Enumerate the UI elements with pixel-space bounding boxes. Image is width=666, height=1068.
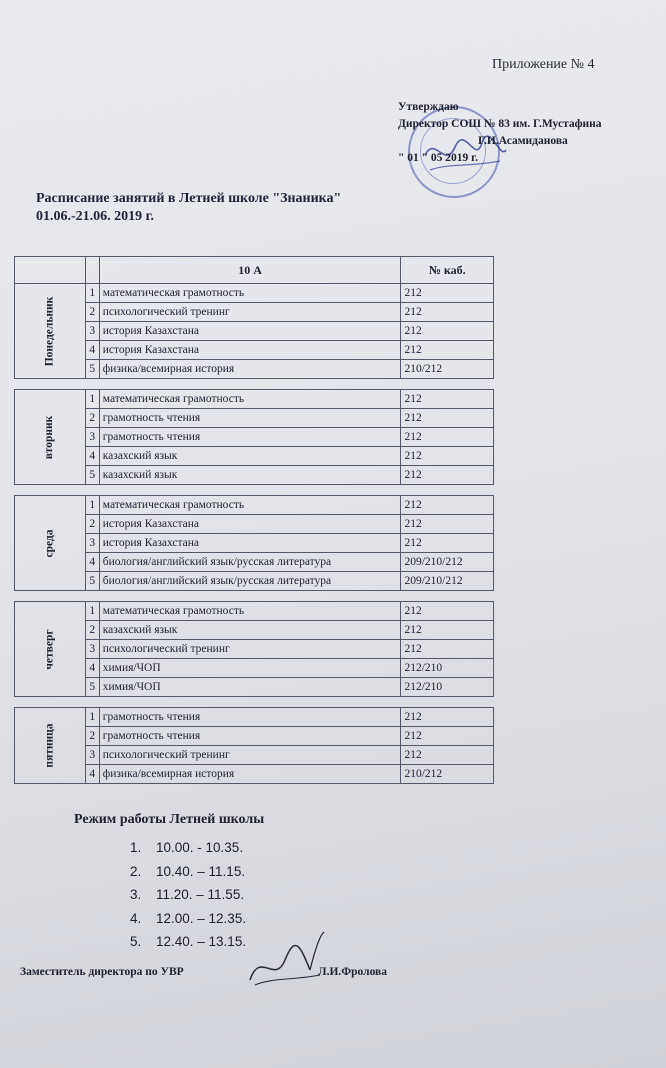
table-row [15,322,494,341]
separator-cell [15,697,494,708]
day-name: вторник [43,415,56,459]
table-row [15,341,494,360]
lesson-number: 1 [85,708,99,727]
approval-block [398,99,602,167]
room-cell: 212 [401,428,494,447]
table-row [15,727,494,746]
day-name: пятница [43,723,56,768]
room-cell: 210/212 [401,360,494,379]
room-cell: 212 [401,496,494,515]
room-cell: 209/210/212 [401,572,494,591]
day-label [15,390,86,485]
table-row [15,466,494,485]
day-label [15,602,86,697]
table-row [15,409,494,428]
deputy-signature [240,930,330,1000]
room-cell: 212 [401,322,494,341]
room-cell: 212 [401,727,494,746]
day-separator [15,379,494,390]
time-slot [130,860,246,884]
subject-cell: психологический тренинг [99,640,401,659]
day-separator [15,697,494,708]
room-cell: 212 [401,621,494,640]
subject-cell: математическая грамотность [99,390,401,409]
day-name: Понедельник [43,296,56,366]
schedule-title [36,190,341,226]
slot-number: 5. [130,934,142,949]
room-cell: 212 [401,534,494,553]
lesson-number: 2 [85,303,99,322]
table-row [15,708,494,727]
lesson-number: 5 [85,466,99,485]
approve-line: " 01 " 05 2019 г. [398,152,478,164]
time-slot [130,907,246,931]
subject-cell: грамотность чтения [99,727,401,746]
title-line: Расписание занятий в Летней школе "Знаника" [36,191,342,206]
table-row [15,746,494,765]
slot-number: 2. [130,863,142,879]
room-cell: 212/210 [401,678,494,697]
lesson-number: 4 [85,553,99,572]
subject-cell: химия/ЧОП [99,678,401,697]
time-slots-list [130,836,246,954]
deputy-position: Заместитель директора по УВР [20,966,184,978]
table-row [15,496,494,515]
day-name: среда [43,528,56,558]
room-cell: 212 [401,640,494,659]
lesson-number: 3 [85,534,99,553]
time-slot [130,883,246,907]
room-cell: 212/210 [401,659,494,678]
lesson-number: 2 [85,727,99,746]
table-row [15,765,494,784]
lesson-number: 1 [85,496,99,515]
slot-time: 12.00. – 12.35. [156,910,247,926]
title-date: 01.06.-21.06. 2019 г. [36,209,154,224]
room-cell: 212 [401,303,494,322]
subject-cell: история Казахстана [99,322,401,341]
lesson-number: 2 [85,409,99,428]
room-cell: 209/210/212 [401,553,494,572]
table-row [15,553,494,572]
room-header: № каб. [401,257,494,284]
work-mode-title: Режим работы Летней школы [74,812,265,827]
room-cell: 212 [401,409,494,428]
lesson-number: 1 [85,390,99,409]
day-header [15,257,86,284]
slot-number: 1. [130,840,142,855]
lesson-number: 5 [85,360,99,379]
room-cell: 212 [401,341,494,360]
day-separator [15,591,494,602]
slot-time: 12.40. – 13.15. [156,934,247,949]
subject-cell: казахский язык [99,447,401,466]
approve-line: Г.И.Асамиданова [478,135,568,147]
table-row [15,284,494,303]
day-label [15,708,86,784]
room-cell: 212 [401,708,494,727]
subject-cell: грамотность чтения [99,708,401,727]
lesson-number: 4 [85,341,99,360]
room-cell: 212 [401,746,494,765]
table-row [15,515,494,534]
subject-cell: биология/английский язык/русская литература [99,572,401,591]
appendix-label: Приложение № 4 [492,57,595,72]
slot-number: 4. [130,910,142,926]
subject-cell: химия/ЧОП [99,659,401,678]
subject-cell: грамотность чтения [99,428,401,447]
lesson-number: 4 [85,659,99,678]
slot-time: 10.00. - 10.35. [156,840,244,855]
time-slot [130,836,246,860]
table-row [15,621,494,640]
approve-line: Директор СОШ № 83 им. Г.Мустафина [398,118,602,130]
class-header: 10 А [99,257,401,284]
subject-cell: физика/всемирная история [99,765,401,784]
lesson-number: 4 [85,765,99,784]
lesson-number: 1 [85,284,99,303]
lesson-number: 3 [85,322,99,341]
lesson-number: 3 [85,746,99,765]
table-row [15,303,494,322]
deputy-name: Л.И.Фролова [318,966,388,978]
subject-cell: грамотность чтения [99,409,401,428]
time-slot [130,930,246,954]
subject-cell: психологический тренинг [99,746,401,765]
subject-cell: казахский язык [99,621,401,640]
day-separator [15,485,494,496]
table-row [15,572,494,591]
table-header-row [15,257,494,284]
subject-cell: история Казахстана [99,534,401,553]
subject-cell: физика/всемирная история [99,360,401,379]
table-row [15,659,494,678]
slot-time: 11.20. – 11.55. [156,887,245,902]
subject-cell: история Казахстана [99,515,401,534]
slot-time: 10.40. – 11.15. [156,863,246,879]
room-cell: 212 [401,284,494,303]
table-row [15,428,494,447]
subject-cell: математическая грамотность [99,602,401,621]
lesson-number: 4 [85,447,99,466]
room-cell: 212 [401,390,494,409]
room-cell: 212 [401,447,494,466]
lesson-number: 5 [85,678,99,697]
room-cell: 212 [401,466,494,485]
table-row [15,534,494,553]
lesson-number: 2 [85,621,99,640]
table-row [15,447,494,466]
table-row [15,640,494,659]
table-row [15,390,494,409]
lesson-number: 3 [85,428,99,447]
lesson-number: 2 [85,515,99,534]
subject-cell: биология/английский язык/русская литература [99,553,401,572]
num-header [85,257,99,284]
room-cell: 210/212 [401,765,494,784]
subject-cell: история Казахстана [99,341,401,360]
schedule-table [14,256,494,784]
slot-number: 3. [130,887,142,902]
approve-line: Утверждаю [398,101,459,113]
separator-cell [15,591,494,602]
lesson-number: 3 [85,640,99,659]
separator-cell [15,379,494,390]
subject-cell: психологический тренинг [99,303,401,322]
table-row [15,678,494,697]
room-cell: 212 [401,602,494,621]
subject-cell: математическая грамотность [99,496,401,515]
table-row [15,602,494,621]
separator-cell [15,485,494,496]
lesson-number: 5 [85,572,99,591]
day-name: четверг [43,628,56,670]
day-label [15,284,86,379]
lesson-number: 1 [85,602,99,621]
room-cell: 212 [401,515,494,534]
subject-cell: казахский язык [99,466,401,485]
day-label [15,496,86,591]
subject-cell: математическая грамотность [99,284,401,303]
table-row [15,360,494,379]
